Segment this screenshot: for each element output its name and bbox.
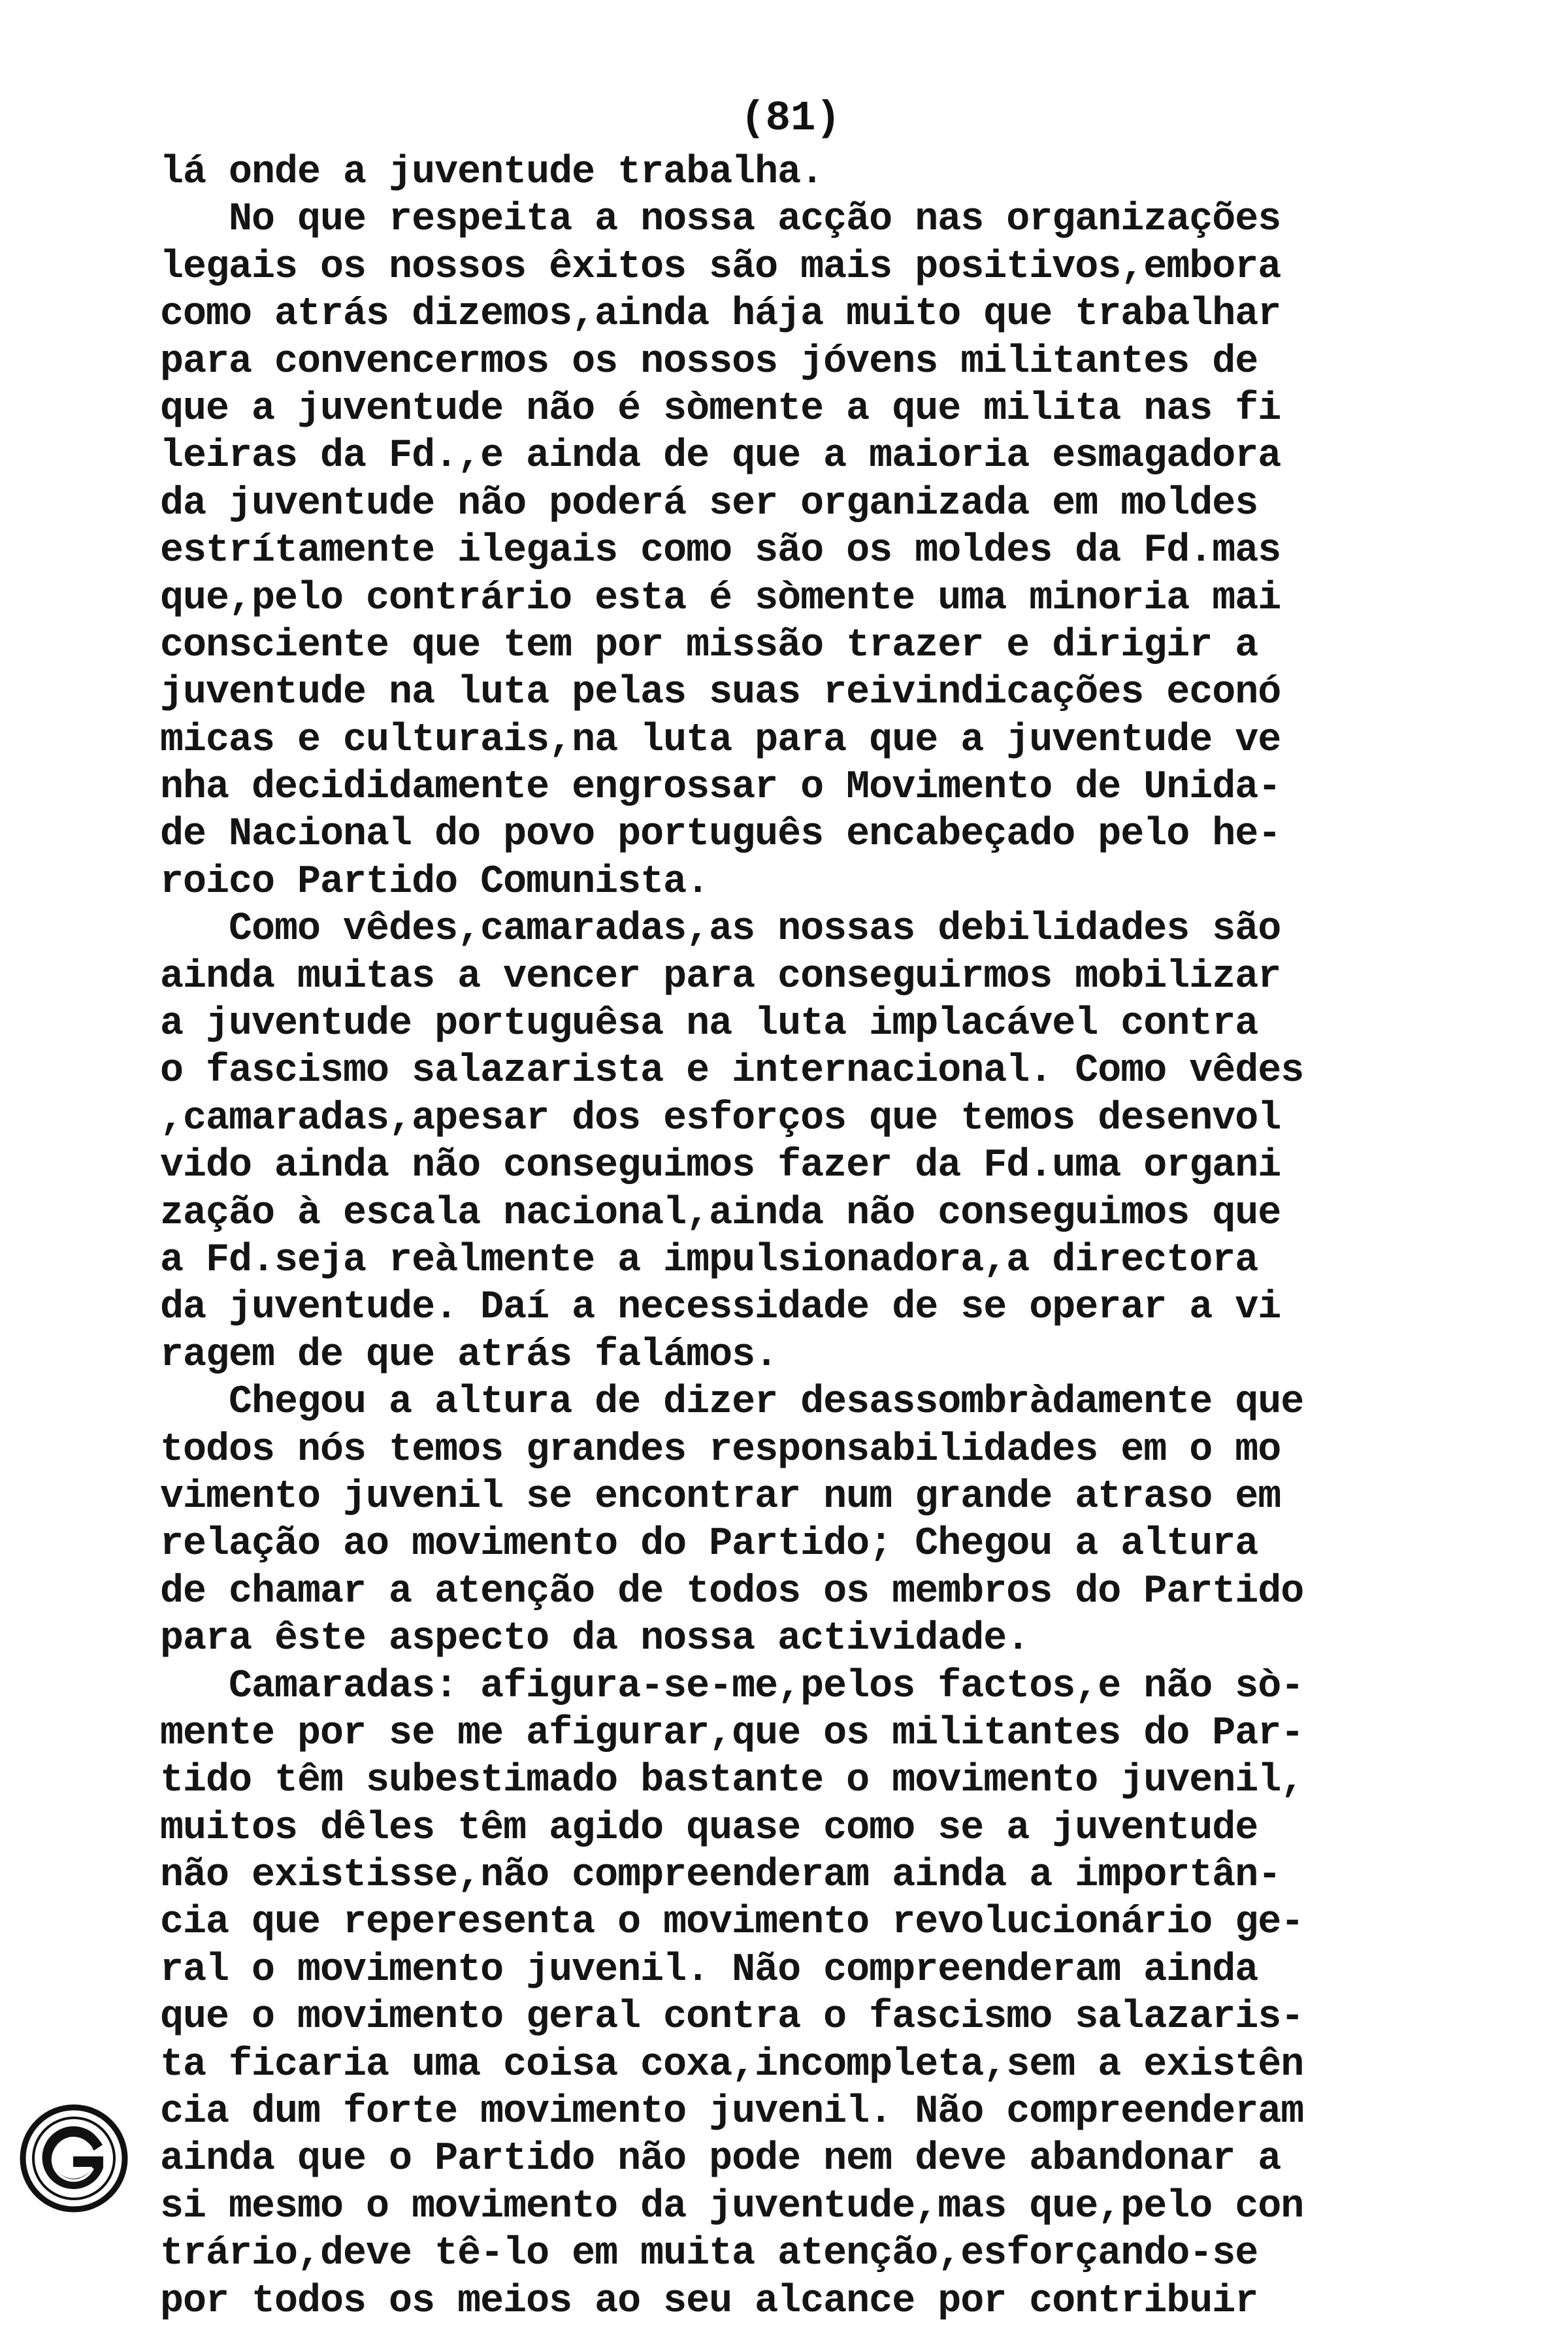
text-line: No que respeita a nossa acção nas organizações [160,197,1281,242]
text-line: leiras da Fd.,e ainda de que a maioria esmagadora [160,434,1281,479]
text-line: que o movimento geral contra o fascismo salazaris- [160,1995,1304,2040]
text-line: por todos os meios ao seu alcance por contribuir [160,2279,1258,2324]
text-line: a juventude portuguêsa na luta implacável contra [160,1002,1258,1047]
text-line: Chegou a altura de dizer desassombràdamente que [160,1380,1304,1425]
text-line: Camaradas: afigura-se-me,pelos factos,e não sò- [160,1664,1304,1709]
page-number: (81) [740,95,841,142]
text-line: o fascismo salazarista e internacional. Como vêdes [160,1049,1304,1094]
text-line: ainda muitas a vencer para conseguirmos mobilizar [160,954,1281,999]
text-line: legais os nossos êxitos são mais positivos,embora [160,244,1281,289]
text-line: a Fd.seja reàlmente a impulsionadora,a directora [160,1238,1258,1283]
text-line: roico Partido Comunista. [160,859,710,904]
text-line: ta ficaria uma coisa coxa,incompleta,sem a existên [160,2042,1304,2087]
text-line: da juventude não poderá ser organizada em moldes [160,481,1258,526]
text-line: como atrás dizemos,ainda hája muito que trabalhar [160,292,1281,337]
text-line: muitos dêles têm agido quase como se a juventude [160,1806,1258,1851]
text-line: que a juventude não é sòmente a que milita nas fi [160,386,1281,431]
text-line: não existisse,não compreenderam ainda a importân- [160,1853,1281,1898]
text-line: tido têm subestimado bastante o movimento juvenil, [160,1758,1304,1804]
text-line: juventude na luta pelas suas reivindicações econó [160,670,1281,716]
text-line: ,camaradas,apesar dos esforços que temos desenvol [160,1096,1281,1141]
text-line: que,pelo contrário esta é sòmente uma minoria mai [160,576,1281,621]
text-line: cia dum forte movimento juvenil. Não compreenderam [160,2090,1304,2135]
text-line: ral o movimento juvenil. Não compreenderam ainda [160,1947,1258,1992]
text-line: da juventude. Daí a necessidade de se operar a vi [160,1285,1281,1330]
text-line: vimento juvenil se encontrar num grande atraso em [160,1474,1281,1519]
text-line: consciente que tem por missão trazer e dirigir a [160,623,1258,668]
text-line: de chamar a atenção de todos os membros do Partido [160,1569,1304,1614]
text-line: micas e culturais,na luta para que a juventude ve [160,717,1281,763]
text-line: nha decididamente engrossar o Movimento de Unida- [160,765,1281,810]
text-line: ragem de que atrás falámos. [160,1332,778,1377]
text-line: si mesmo o movimento da juventude,mas que,pelo con [160,2184,1304,2229]
text-line: relação ao movimento do Partido; Chegou a altura [160,1522,1258,1567]
text-line: para êste aspecto da nossa actividade. [160,1617,1030,1662]
text-line: trário,deve tê-lo em muita atenção,esforçando-se [160,2232,1258,2277]
text-line: todos nós temos grandes responsabilidades em o mo [160,1427,1281,1472]
text-line: lá onde a juventude trabalha. [160,150,824,195]
text-line: estrítamente ilegais como são os moldes da Fd.mas [160,529,1281,574]
text-line: Como vêdes,camaradas,as nossas debilidades são [160,907,1281,952]
text-line: cia que reperesenta o movimento revolucionário ge- [160,1900,1304,1945]
text-line: vido ainda não conseguimos fazer da Fd.uma organi [160,1144,1281,1189]
text-line: zação à escala nacional,ainda não conseguimos que [160,1191,1281,1236]
text-line: de Nacional do povo português encabeçado pelo he- [160,812,1281,857]
body-text [160,149,1460,2325]
archive-stamp-icon [18,2103,129,2214]
text-line: ainda que o Partido não pode nem deve abandonar a [160,2137,1281,2182]
text-line: para convencermos os nossos jóvens militantes de [160,339,1258,384]
text-line: mente por se me afigurar,que os militantes do Par- [160,1711,1304,1756]
